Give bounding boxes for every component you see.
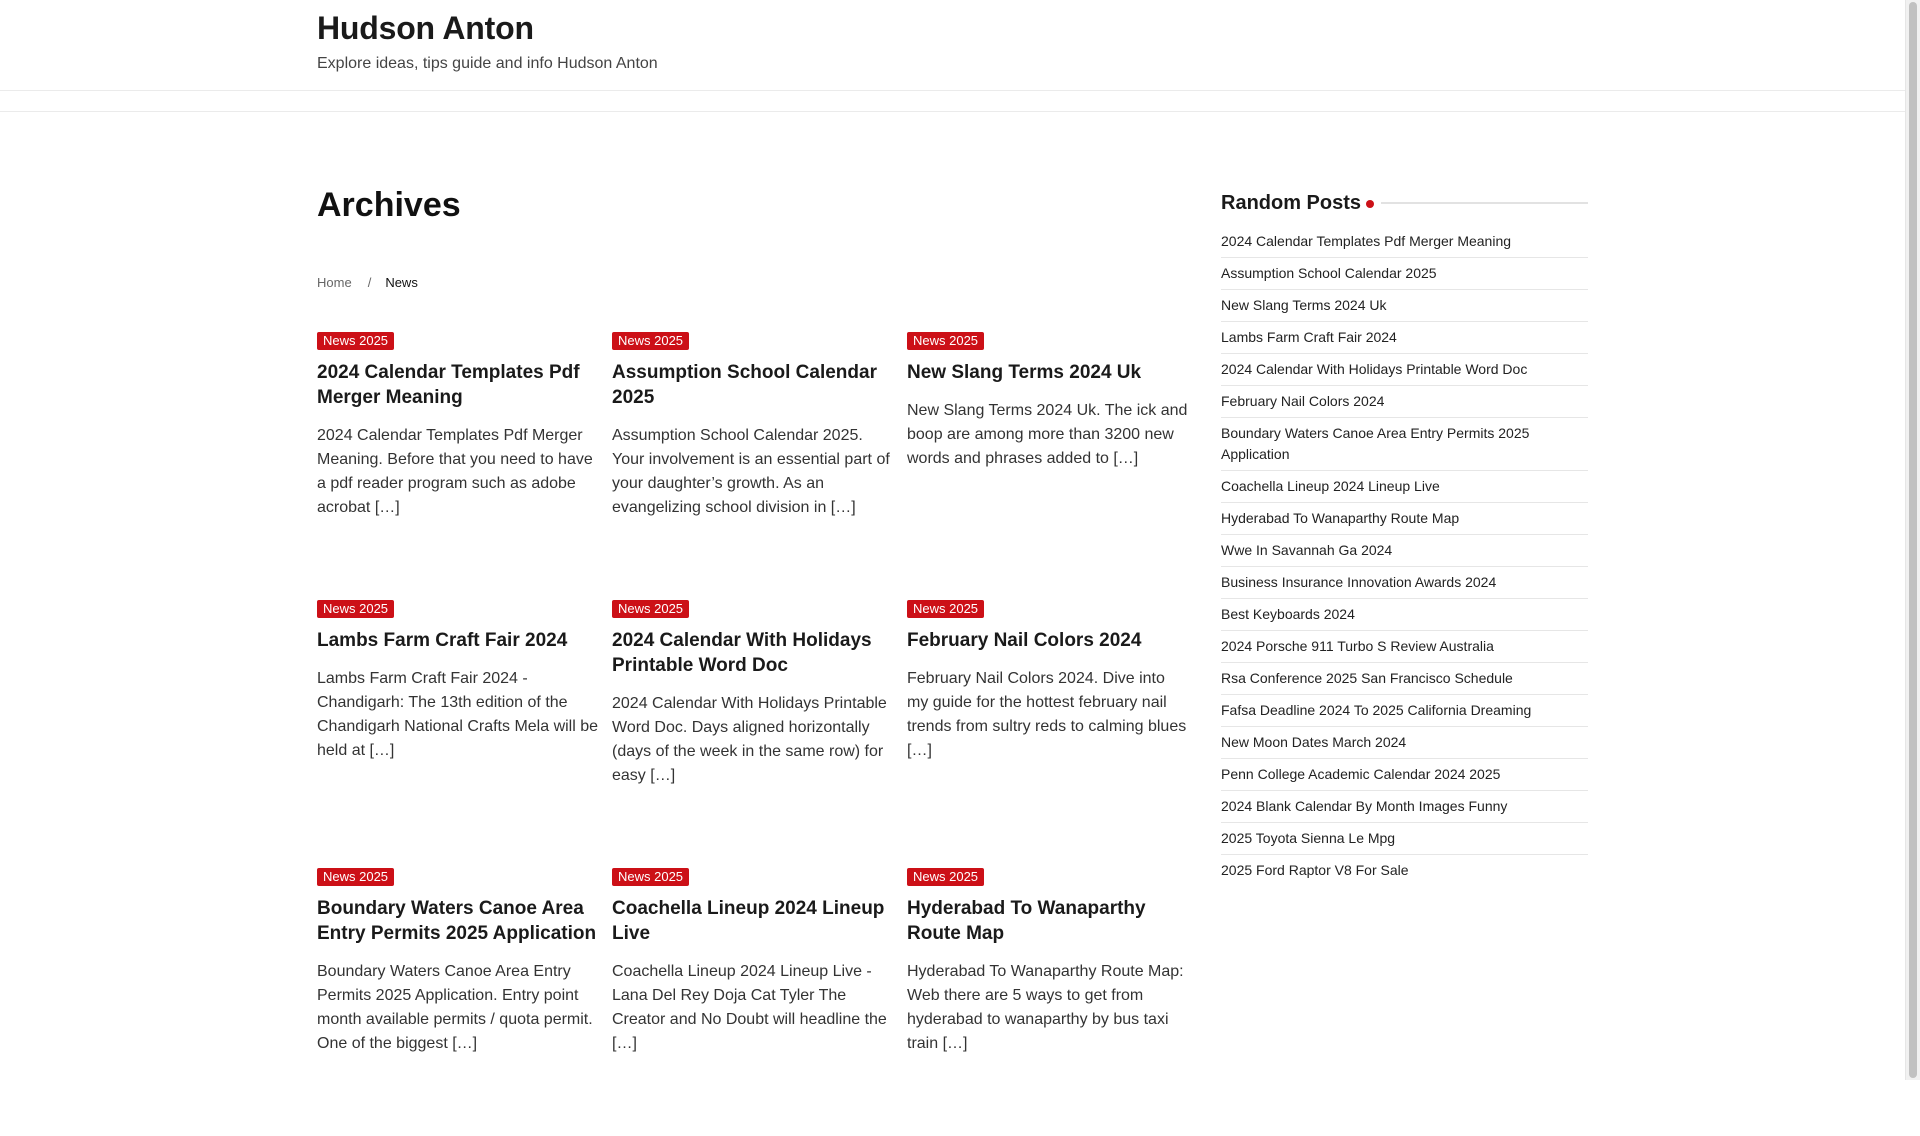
post-title-link[interactable]: Boundary Waters Canoe Area Entry Permits 2025 Application [317, 898, 597, 944]
post-card [612, 868, 894, 1136]
random-posts-header [1221, 192, 1588, 216]
post-excerpt: 2024 Calendar With Holidays Printable Word Doc. Days aligned horizontally (days of the week in the same row) for easy […] [612, 695, 887, 784]
category-badge[interactable]: News 2025 [907, 332, 984, 350]
random-post-link[interactable]: 2024 Calendar With Holidays Printable Word Doc [1221, 354, 1588, 386]
page-title: Archives [317, 186, 461, 224]
random-post-link[interactable]: Rsa Conference 2025 San Francisco Schedule [1221, 663, 1588, 695]
post-excerpt: Hyderabad To Wanaparthy Route Map: Web there are 5 ways to get from hyderabad to wanaparthy by bus taxi train […] [907, 963, 1184, 1052]
scrollbar-thumb[interactable] [1909, 2, 1917, 1078]
post-title-link[interactable]: 2024 Calendar With Holidays Printable Word Doc [612, 630, 872, 676]
post-card [612, 332, 894, 600]
header-divider-bottom [0, 111, 1905, 112]
post-excerpt: Assumption School Calendar 2025. Your involvement is an essential part of your daughter’s growth. As an evangelizing school division in […] [612, 427, 890, 516]
post-card [907, 868, 1189, 1136]
random-post-link[interactable]: New Moon Dates March 2024 [1221, 727, 1588, 759]
random-post-link[interactable]: Boundary Waters Canoe Area Entry Permits 2025 Application [1221, 418, 1588, 471]
random-post-link[interactable]: Best Keyboards 2024 [1221, 599, 1588, 631]
post-title-link[interactable]: Coachella Lineup 2024 Lineup Live [612, 898, 885, 944]
category-badge[interactable]: News 2025 [317, 600, 394, 618]
breadcrumb-current: News [385, 275, 418, 290]
random-post-link[interactable]: Business Insurance Innovation Awards 2024 [1221, 567, 1588, 599]
category-badge[interactable]: News 2025 [907, 600, 984, 618]
random-post-link[interactable]: Assumption School Calendar 2025 [1221, 258, 1588, 290]
site-header [0, 0, 1905, 91]
random-post-link[interactable]: Coachella Lineup 2024 Lineup Live [1221, 471, 1588, 503]
random-post-link[interactable]: 2024 Calendar Templates Pdf Merger Meaning [1221, 226, 1588, 258]
post-card [317, 868, 599, 1136]
random-post-link[interactable]: 2024 Porsche 911 Turbo S Review Australia [1221, 631, 1588, 663]
post-card [907, 600, 1189, 868]
site-title[interactable]: Hudson Anton [317, 10, 534, 46]
post-excerpt: New Slang Terms 2024 Uk. The ick and boop are among more than 3200 new words and phrases added to […] [907, 402, 1188, 467]
post-title-link[interactable]: Lambs Farm Craft Fair 2024 [317, 630, 568, 651]
post-card [317, 600, 599, 868]
post-card [317, 332, 599, 600]
post-excerpt: Boundary Waters Canoe Area Entry Permits 2025 Application. Entry point month available permits / quota permit. One of the biggest […] [317, 963, 593, 1052]
post-excerpt: February Nail Colors 2024. Dive into my guide for the hottest february nail trends from sultry reds to calming blues […] [907, 670, 1187, 759]
category-badge[interactable]: News 2025 [612, 600, 689, 618]
breadcrumb-home-link[interactable]: Home [317, 275, 352, 290]
post-grid [317, 332, 1197, 1136]
post-excerpt: Coachella Lineup 2024 Lineup Live - Lana Del Rey Doja Cat Tyler The Creator and No Doubt will headline the […] [612, 963, 887, 1052]
sidebar [1221, 192, 1588, 886]
post-excerpt: Lambs Farm Craft Fair 2024 - Chandigarh: The 13th edition of the Chandigarh National Crafts Mela will be held at […] [317, 670, 599, 759]
site-tagline: Explore ideas, tips guide and info Hudson Anton [317, 55, 658, 72]
category-badge[interactable]: News 2025 [612, 332, 689, 350]
post-excerpt: 2024 Calendar Templates Pdf Merger Meaning. Before that you need to have a pdf reader program such as adobe acrobat […] [317, 427, 593, 516]
header-divider-top [0, 90, 1905, 91]
post-title-link[interactable]: Assumption School Calendar 2025 [612, 362, 877, 408]
random-post-link[interactable]: 2025 Toyota Sienna Le Mpg [1221, 823, 1588, 855]
random-post-link[interactable]: February Nail Colors 2024 [1221, 386, 1588, 418]
post-card [612, 600, 894, 868]
accent-dot-icon [1366, 200, 1374, 208]
category-badge[interactable]: News 2025 [612, 868, 689, 886]
random-post-link[interactable]: 2024 Blank Calendar By Month Images Funny [1221, 791, 1588, 823]
random-post-link[interactable]: Wwe In Savannah Ga 2024 [1221, 535, 1588, 567]
post-card [907, 332, 1189, 600]
post-title-link[interactable]: 2024 Calendar Templates Pdf Merger Meaning [317, 362, 580, 408]
page-scrollbar[interactable] [1905, 0, 1920, 1080]
breadcrumb-separator: / [367, 275, 372, 290]
breadcrumb [317, 275, 418, 290]
random-post-link[interactable]: 2025 Ford Raptor V8 For Sale [1221, 862, 1409, 878]
random-post-link[interactable]: New Slang Terms 2024 Uk [1221, 290, 1588, 322]
category-badge[interactable]: News 2025 [907, 868, 984, 886]
post-title-link[interactable]: Hyderabad To Wanaparthy Route Map [907, 898, 1146, 944]
random-post-link[interactable]: Hyderabad To Wanaparthy Route Map [1221, 503, 1588, 535]
random-posts-list [1221, 226, 1588, 886]
post-title-link[interactable]: New Slang Terms 2024 Uk [907, 362, 1142, 383]
random-post-link[interactable]: Fafsa Deadline 2024 To 2025 California Dreaming [1221, 695, 1588, 727]
post-title-link[interactable]: February Nail Colors 2024 [907, 630, 1142, 651]
random-post-link[interactable]: Lambs Farm Craft Fair 2024 [1221, 322, 1588, 354]
random-post-link[interactable]: Penn College Academic Calendar 2024 2025 [1221, 759, 1588, 791]
category-badge[interactable]: News 2025 [317, 332, 394, 350]
random-posts-title: Random Posts [1221, 192, 1369, 215]
category-badge[interactable]: News 2025 [317, 868, 394, 886]
widget-title-rule [1381, 202, 1588, 204]
